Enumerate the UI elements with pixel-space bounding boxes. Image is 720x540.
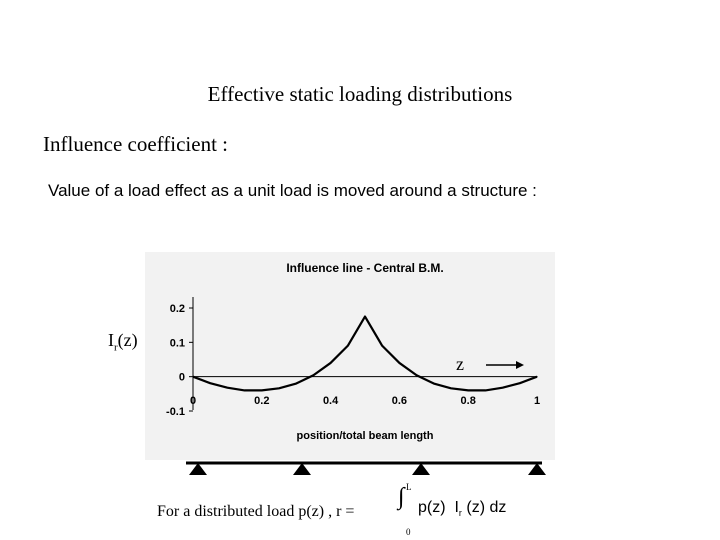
influence-coefficient-label: $I_r(z)$ [108,330,138,354]
x-tick-label: 0 [189,395,197,407]
x-tick-label: 0.2 [254,395,270,407]
data-point [313,375,314,376]
beam-diagram [180,459,560,479]
chart-title: Influence line - Central B.M. [286,261,444,275]
slide-title: Effective static loading distributions [207,82,513,106]
data-point [468,390,469,391]
integral-sign-icon: ∫ [398,484,405,510]
chart-background [145,252,555,460]
data-point [450,388,451,389]
data-point [278,388,279,389]
data-point [502,387,503,388]
support-icon [293,463,311,475]
x-tick-label: 0.4 [322,395,339,407]
y-tick-label: 0 [178,371,185,384]
integral-upper-limit: L [406,482,412,492]
chart-x-axis-label: position/total beam length [296,430,434,442]
support-icon [189,463,207,475]
data-point [536,376,537,377]
integrand: p(z) $I_r$ (z) dz [418,499,507,519]
data-point [227,387,228,388]
data-point [192,376,193,377]
position-z-label: z [456,354,464,374]
data-point [244,390,245,391]
data-point [399,362,400,363]
data-point [330,362,331,363]
y-tick-label: 0.1 [169,337,185,350]
data-point [519,383,520,384]
data-point [433,383,434,384]
data-point [347,345,348,346]
right-arrow-icon [486,358,526,372]
data-point [296,383,297,384]
formula-text: For a distributed load p(z) , r = [157,503,355,520]
data-point [485,390,486,391]
section-heading: Influence coefficient : [43,132,229,156]
x-tick-label: 0.8 [460,395,476,407]
description-text: Value of a load effect as a unit load is moved around a structure : [48,181,537,200]
y-tick-label: 0.2 [169,303,185,315]
support-icon [412,463,430,475]
data-point [416,375,417,376]
y-tick-label: -0.1 [166,406,185,418]
data-point [210,383,211,384]
support-icon [528,463,546,475]
data-point [382,345,383,346]
data-point [364,316,365,317]
x-tick-label: 0.6 [391,395,408,407]
x-tick-label: 1 [533,395,541,407]
integral-lower-limit: 0 [406,527,411,537]
data-point [261,390,262,391]
